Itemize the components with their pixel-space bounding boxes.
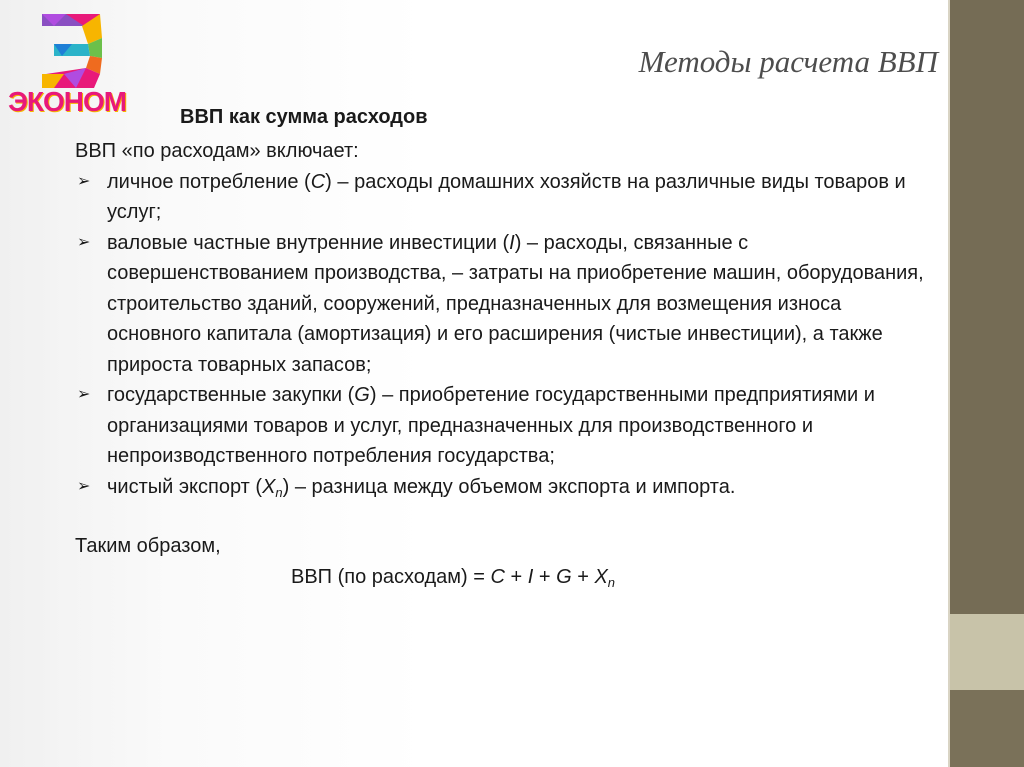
formula-term-x-subscript: n xyxy=(607,574,616,590)
item-variable: G xyxy=(354,384,370,406)
formula-term-c: C xyxy=(490,565,505,588)
arrow-bullet-icon: ➢ xyxy=(77,477,91,495)
letter-e-mosaic-logo-icon xyxy=(36,8,106,94)
list-item-investment xyxy=(75,228,935,381)
slide-title: Методы расчета ВВП xyxy=(638,44,938,79)
section-heading: ВВП как сумма расходов xyxy=(180,106,428,128)
item-lead-text: личное потребление ( xyxy=(107,170,311,193)
logo-text: ЭКОНОМ xyxy=(8,86,127,117)
formula-term-x: X xyxy=(594,565,608,588)
gdp-formula xyxy=(291,562,935,593)
item-variable: C xyxy=(310,170,326,193)
item-description: ) – приобретение государственными предприятиями и организациями товаров и услуг, предназначенных для производственного и непроизводственного потребления государства; xyxy=(107,384,875,467)
formula-plus: + xyxy=(504,565,528,588)
item-variable-subscript: n xyxy=(275,484,283,500)
arrow-bullet-icon: ➢ xyxy=(77,386,91,403)
side-bar-lower-block xyxy=(950,690,1024,767)
formula-lhs: ВВП (по расходам) = xyxy=(291,565,491,588)
formula-term-i: I xyxy=(527,565,534,588)
item-lead-text: валовые частные внутренние инвестиции ( xyxy=(107,231,510,254)
formula-term-g: G xyxy=(556,565,572,588)
formula-plus: + xyxy=(571,565,595,588)
list-item-government xyxy=(75,380,935,472)
item-description: ) – расходы, связанные с совершенствованием производства, – затраты на приобретение машин, оборудования, строительство зданий, сооружений, предназначенных для возмещения износа основного капитала (амортизация) и его расширения (чистые инвестиции), а также прироста товарных запасов; xyxy=(107,231,924,376)
arrow-bullet-icon: ➢ xyxy=(77,233,91,251)
item-variable: X xyxy=(262,475,276,498)
item-variable: I xyxy=(509,231,515,254)
formula-plus: + xyxy=(533,565,557,588)
component-list xyxy=(75,167,935,503)
content-body xyxy=(75,136,935,592)
side-bar-accent-block xyxy=(950,614,1024,690)
item-description: ) – разница между объемом экспорта и импорта. xyxy=(282,475,736,498)
item-description: ) – расходы домашних хозяйств на различные виды товаров и услуг; xyxy=(107,170,906,223)
logo xyxy=(8,8,126,120)
arrow-bullet-icon: ➢ xyxy=(77,172,91,190)
intro-line: ВВП «по расходам» включает: xyxy=(75,140,359,162)
item-lead-text: государственные закупки ( xyxy=(107,384,355,406)
conclusion-text: Таким образом, xyxy=(75,535,221,557)
list-item-consumption xyxy=(75,167,935,228)
list-item-net-exports xyxy=(75,472,935,503)
item-lead-text: чистый экспорт ( xyxy=(107,475,263,498)
